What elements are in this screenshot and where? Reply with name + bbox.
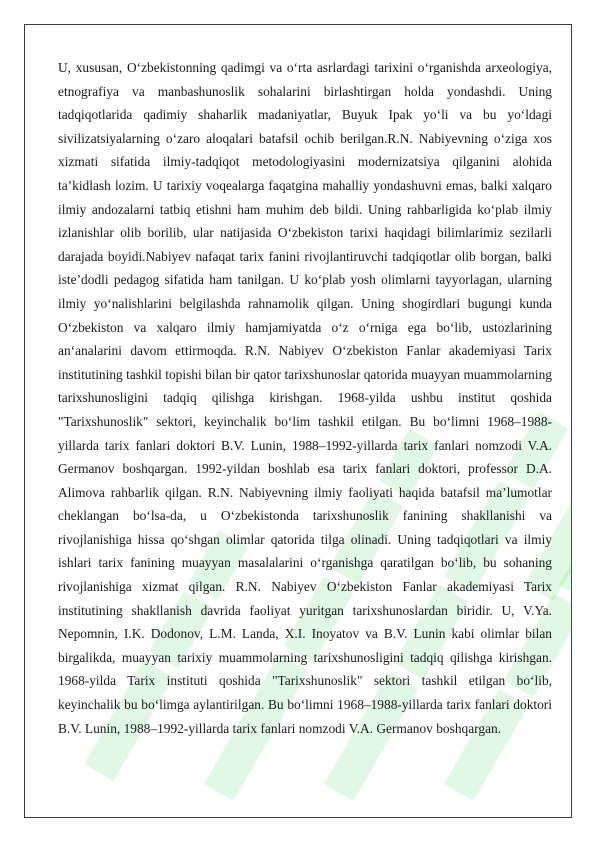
body-paragraph: U, xususan, O‘zbekistonning qadimgi va o‘rta asrlardagi tarixini o‘rganishda arxeologiya, etnografiya va manbashunoslik sohalarini birlashtirgan holda yondashdi. Uning tadqiqotlarida qadimiy shaharlik madaniyatlar, Buyuk Ipak yo‘li va bu yo‘ldagi sivilizatsiyalarning o‘zaro aloqalari batafsil ochib berilgan.R.N. Nabiyevning o‘ziga xos xizmati sifatida ilmiy-tadqiqot metodologiyasini modernizatsiya qilganini alohida ta’kidlash lozim. U tarixiy voqealarga faqatgina mahalliy yondashuvni emas, balki xalqaro ilmiy andozalarni tatbiq etishni ham muhim deb bildi. Uning rahbarligida ko‘plab ilmiy izlanishlar olib borilib, ular natijasida O‘zbekiston tarixi haqidagi bilimlarimiz sezilarli darajada boyidi.Nabiyev nafaqat tarix fanini rivojlantiruvchi tadqiqotlar olib borgan, balki iste’dodli pedagog sifatida ham tanilgan. U ko‘plab yosh olimlarni tayyorlagan, ularning ilmiy yo‘nalishlarini belgilashda rahnamolik qilgan. Uning shogirdlari bugungi kunda O‘zbekiston va xalqaro ilmiy hamjamiyatda o‘z o‘rniga ega bo‘lib, ustozlarining an‘analarini davom ettirmoqda. R.N. Nabiyev O‘zbekiston Fanlar akademiyasi Tarix institutining tashkil topishi bilan bir qator tarixshunoslar qatorida muayyan muammolarning tarixshunosligini tadqiq qilishga kirishgan. 1968-yilda ushbu institut qoshida "Tarixshunoslik" sektori, keyinchalik bo‘lim tashkil etilgan. Bu bo‘limni 1968–1988-yillarda tarix fanlari doktori B.V. Lunin, 1988–1992-yillarda tarix fanlari nomzodi V.A. Germanov boshqargan. 1992-yildan boshlab esa tarix fanlari doktori, professor D.A. Alimova rahbarlik qilgan. R.N. Nabiyevning ilmiy faoliyati haqida batafsil ma’lumotlar cheklangan bo‘lsa-da, u O‘zbekistonda tarixshunoslik fanining shakllanishi va rivojlanishiga hissa qo‘shgan olimlar qatorida tilga olinadi. Uning tadqiqotlari va ilmiy ishlari tarix fanining muayyan masalalarini o‘rganishga qaratilgan bo‘lib, bu sohaning rivojlanishiga xizmat qilgan. R.N. Nabiyev O‘zbekiston Fanlar akademiyasi Tarix institutining shakllanish davrida faoliyat yuritgan tarixshunoslardan biridir. U, V.Ya. Nepomnin, I.K. Dodonov, L.M. Landa, X.I. Inoyatov va B.V. Lunin kabi olimlar bilan birgalikda, muayyan tarixiy muammolarning tarixshunosligini tadqiq qilishga kirishgan. 1968-yilda Tarix instituti qoshida "Tarixshunoslik" sektori tashkil etilgan bo‘lib, keyinchalik bu bo‘limga aylantirilgan. Bu bo‘limni 1968–1988-yillarda tarix fanlari doktori B.V. Lunin, 1988–1992-yillarda tarix fanlari nomzodi V.A. Germanov boshqargan.	[58, 60, 552, 736]
